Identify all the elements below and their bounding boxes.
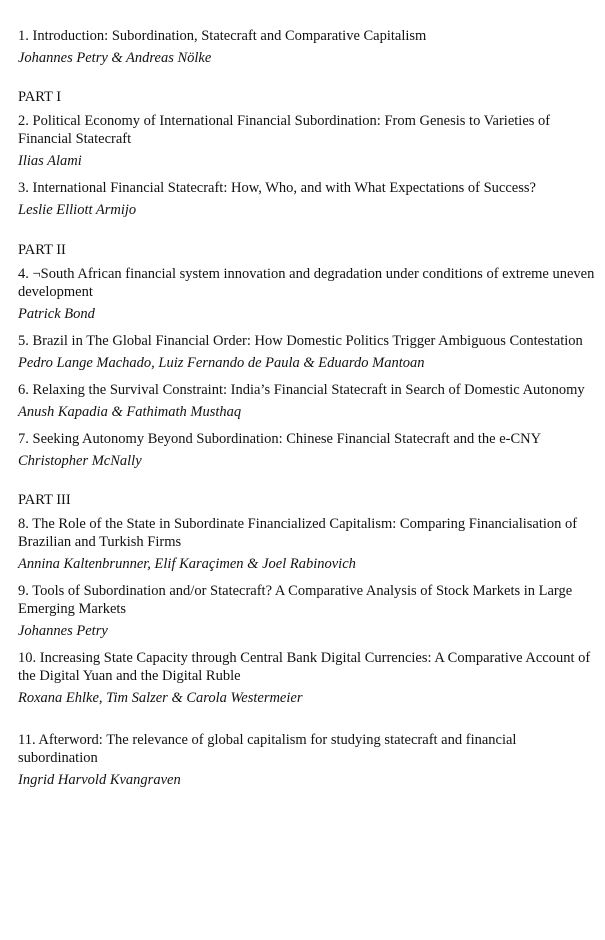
chapter-5-entry (18, 332, 598, 372)
chapter-title: 4. ¬South African financial system innovation and degradation under conditions of extreme uneven development (18, 266, 595, 300)
chapter-title: 3. International Financial Statecraft: How, Who, and with What Expectations of Success? (18, 180, 536, 196)
chapter-8-entry (18, 515, 598, 573)
chapter-title: 7. Seeking Autonomy Beyond Subordination: Chinese Financial Statecraft and the e-CNY (18, 431, 542, 447)
chapter-authors: Johannes Petry (18, 623, 108, 639)
chapter-4-entry (18, 265, 598, 323)
chapter-2-entry (18, 112, 598, 170)
part-2-heading: PART II (18, 242, 66, 258)
chapter-authors: Ilias Alami (18, 153, 82, 169)
chapter-11-entry (18, 731, 598, 789)
chapter-1-entry (18, 27, 598, 67)
chapter-authors: Patrick Bond (18, 306, 95, 322)
part-3-heading: PART III (18, 492, 71, 508)
chapter-3-entry (18, 179, 598, 219)
chapter-authors: Leslie Elliott Armijo (18, 202, 137, 218)
chapter-10-entry (18, 649, 598, 707)
chapter-title: 1. Introduction: Subordination, Statecraft and Comparative Capitalism (18, 28, 427, 44)
chapter-title: 9. Tools of Subordination and/or Statecraft? A Comparative Analysis of Stock Markets in Large Emerging Markets (18, 583, 573, 617)
chapter-authors: Christopher McNally (18, 453, 142, 469)
chapter-9-entry (18, 582, 598, 640)
part-1-heading: PART I (18, 89, 62, 105)
chapter-title: 11. Afterword: The relevance of global capitalism for studying statecraft and financial subordination (18, 732, 517, 766)
chapter-authors: Anush Kapadia & Fathimath Musthaq (18, 404, 242, 420)
table-of-contents (18, 27, 598, 789)
chapter-title: 5. Brazil in The Global Financial Order: How Domestic Politics Trigger Ambiguous Contestation (18, 333, 583, 349)
chapter-title: 2. Political Economy of International Financial Subordination: From Genesis to Varieties of Financial Statecraft (18, 113, 551, 147)
chapter-authors: Roxana Ehlke, Tim Salzer & Carola Westermeier (18, 690, 303, 706)
chapter-authors: Ingrid Harvold Kvangraven (18, 772, 181, 788)
chapter-7-entry (18, 430, 598, 470)
chapter-title: 8. The Role of the State in Subordinate Financialized Capitalism: Comparing Financialisation of Brazilian and Turkish Firms (18, 516, 578, 550)
chapter-title: 6. Relaxing the Survival Constraint: India’s Financial Statecraft in Search of Domestic Autonomy (18, 382, 585, 398)
chapter-6-entry (18, 381, 598, 421)
chapter-authors: Johannes Petry & Andreas Nölke (18, 50, 212, 66)
chapter-title: 10. Increasing State Capacity through Central Bank Digital Currencies: A Comparative Account of the Digital Yuan and the Digital Ruble (18, 650, 591, 684)
chapter-authors: Pedro Lange Machado, Luiz Fernando de Paula & Eduardo Mantoan (18, 355, 425, 371)
chapter-authors: Annina Kaltenbrunner, Elif Karaçimen & Joel Rabinovich (18, 556, 356, 572)
